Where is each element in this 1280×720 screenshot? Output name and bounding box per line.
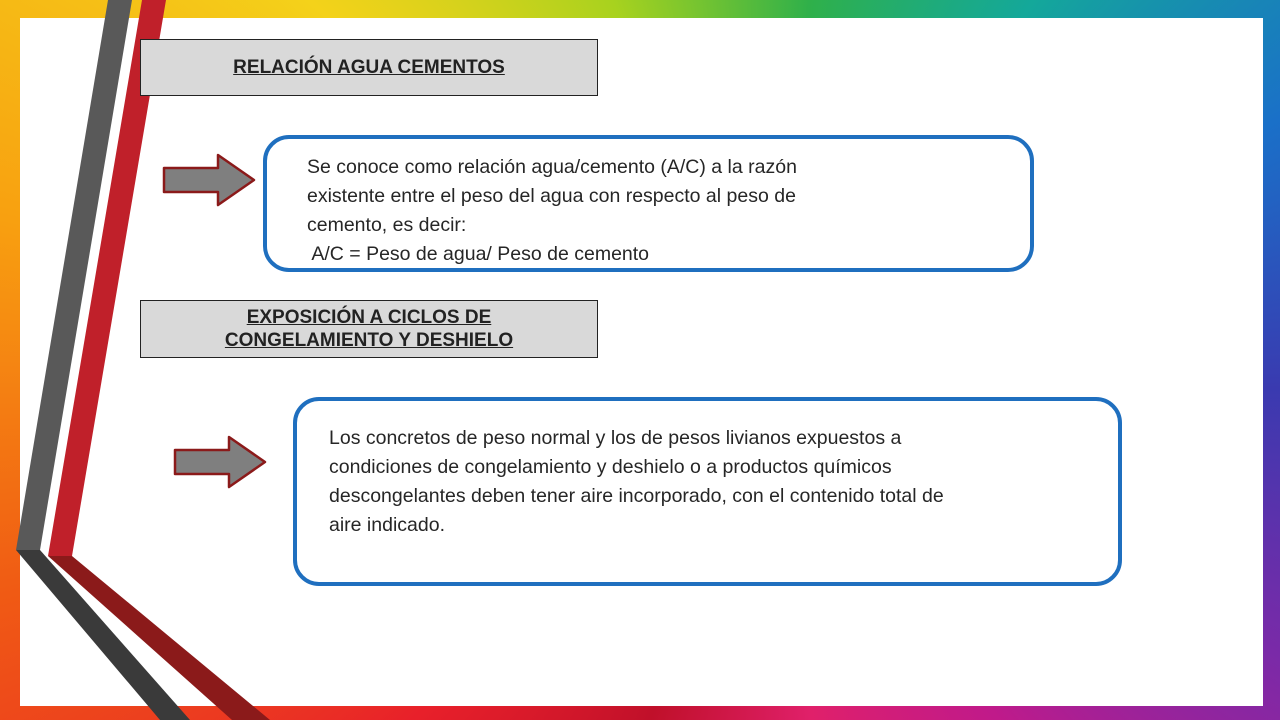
section1-formula: A/C = Peso de agua/ Peso de cemento (307, 243, 650, 265)
section2-line: descongelantes deben tener aire incorporado, con el contenido total de (329, 485, 944, 507)
section1-heading-text: RELACIÓN AGUA CEMENTOS (233, 57, 505, 78)
section1-line: Se conoce como relación agua/cemento (A/C) a la razón (307, 156, 797, 178)
section2-heading (140, 300, 598, 358)
section1-line: cemento, es decir: (307, 214, 467, 236)
section2-line: aire indicado. (329, 514, 445, 536)
section2-line: Los concretos de peso normal y los de pesos livianos expuestos a (329, 427, 902, 449)
arrow-right-icon (173, 435, 269, 489)
slide-canvas (20, 18, 1263, 706)
section2-heading-line2: CONGELAMIENTO Y DESHIELO (224, 330, 514, 351)
section2-heading-line1: EXPOSICIÓN A CICLOS DE (246, 307, 492, 328)
arrow-right-icon (162, 153, 258, 207)
section1-content-box (263, 135, 1034, 272)
section1-line: existente entre el peso del agua con respecto al peso de (307, 185, 796, 207)
section2-line: condiciones de congelamiento y deshielo o a productos químicos (329, 456, 892, 478)
section2-content-box (293, 397, 1122, 586)
section1-heading (140, 39, 598, 96)
